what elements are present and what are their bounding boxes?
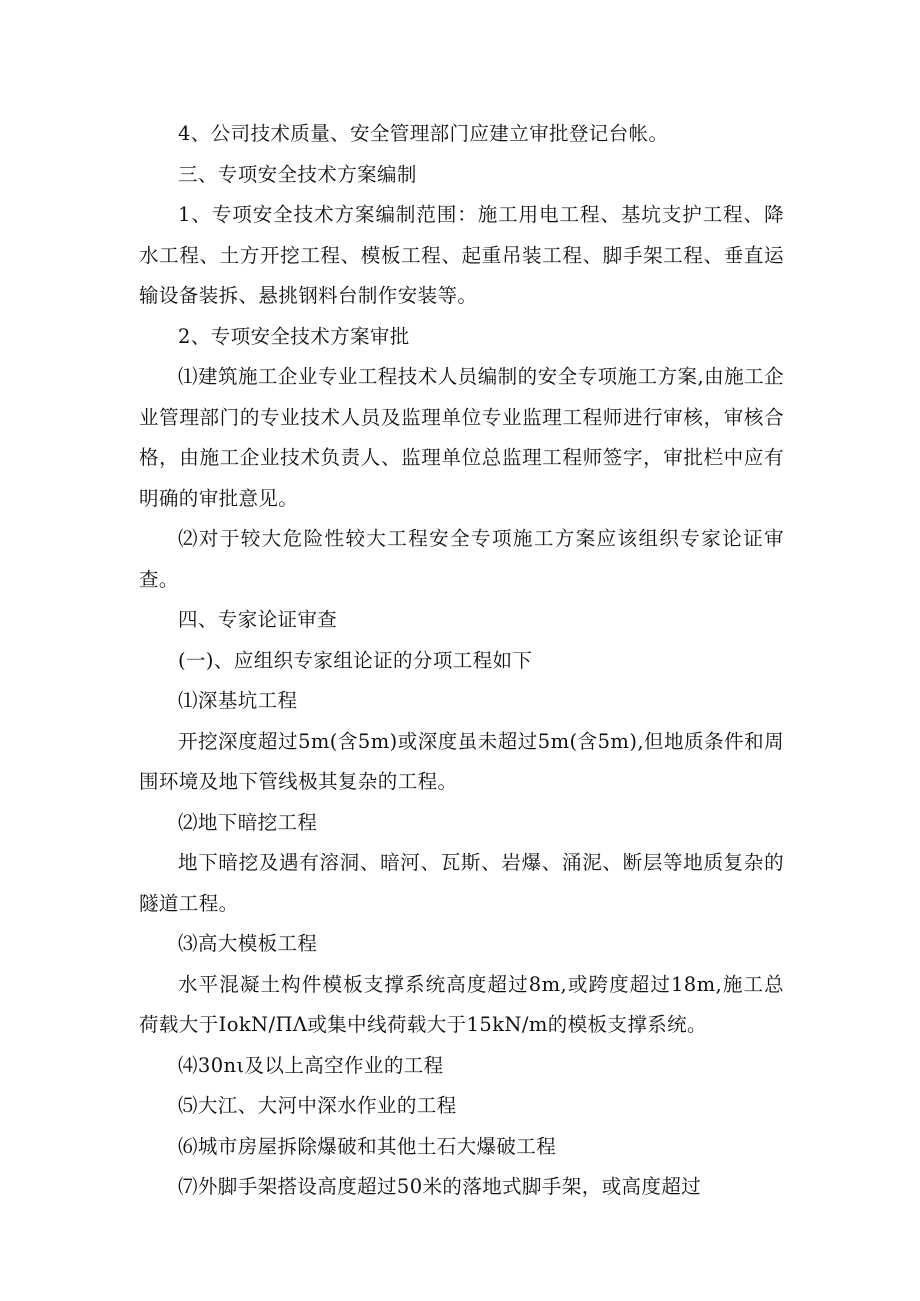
item-underground-excavation: ⑵地下暗挖工程	[178, 810, 318, 834]
item-high-formwork: ⑶高大模板工程	[178, 932, 318, 955]
paragraph-expert-review-requirement: ⑵对于较大危险性较大工程安全专项施工方案应该组织专家论证审查。	[139, 527, 784, 591]
paragraph-deep-foundation-pit: 开挖深度超过5m(含5m)或深度虽未超过5m(含5m),但地质条件和周围环境及地下管线极其复杂的工程。	[139, 729, 784, 793]
item-external-scaffold: ⑺外脚手架搭设高度超过50米的落地式脚手架，或高度超过	[178, 1175, 702, 1198]
paragraph-approval-ledger: 4、公司技术质量、安全管理部门应建立审批登记台帐。	[178, 122, 669, 145]
heading-section-3: 三、专项安全技术方案编制	[178, 162, 417, 186]
item-high-altitude-work: ⑷30nι及以上高空作业的工程	[178, 1053, 444, 1077]
item-demolition-blasting: ⑹城市房屋拆除爆破和其他土石大爆破工程	[178, 1134, 557, 1158]
document-body	[139, 114, 784, 1208]
heading-subsection-1: (一)、应组织专家组论证的分项工程如下	[178, 648, 533, 672]
paragraph-scope: 1、专项安全技术方案编制范围：施工用电工程、基坑支护工程、降水工程、土方开挖工程、模板工程、起重吊装工程、脚手架工程、垂直运输设备装拆、悬挑钢料台制作安装等。	[139, 203, 784, 307]
paragraph-high-formwork: 水平混凝土构件模板支撑系统高度超过8m,或跨度超过18m,施工总荷载大于IokN/ΠΛ或集中线荷载大于15kN/m的模板支撑系统。	[139, 972, 784, 1036]
paragraph-approval-process: ⑴建筑施工企业专业工程技术人员编制的安全专项施工方案,由施工企业管理部门的专业技术人员及监理单位专业监理工程师进行审核，审核合格，由施工企业技术负责人、监理单位总监理工程师签字，审批栏中应有明确的审批意见。	[139, 365, 784, 510]
item-deep-foundation-pit: ⑴深基坑工程	[178, 689, 298, 712]
heading-section-4: 四、专家论证审查	[178, 608, 338, 631]
item-deep-water-work: ⑸大江、大河中深水作业的工程	[178, 1094, 457, 1117]
paragraph-underground-excavation: 地下暗挖及遇有溶洞、暗河、瓦斯、岩爆、涌泥、断层等地质复杂的隧道工程。	[139, 851, 784, 915]
heading-approval: 2、专项安全技术方案审批	[178, 324, 410, 348]
